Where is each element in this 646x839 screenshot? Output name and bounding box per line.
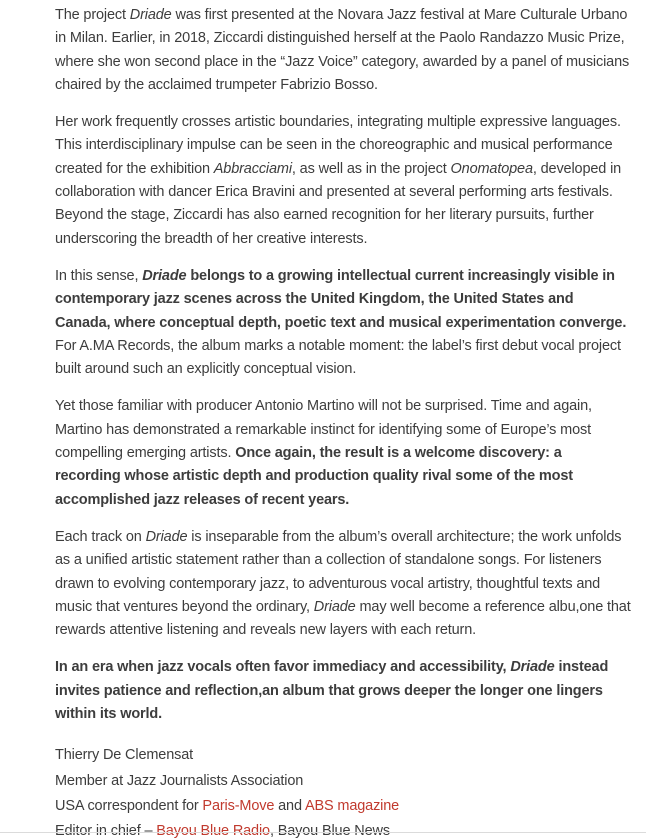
text-run: Thierry De Clemensat [55,747,194,764]
signature-line-4 [55,820,631,839]
text-run: Onomatopea [450,160,533,177]
text-run: Editor in chief – [55,823,157,839]
text-run: , Bayou Blue News [269,823,390,839]
section-divider [0,832,646,833]
text-run: , as well as in the project [291,160,451,177]
text-run: USA correspondent for [55,797,203,814]
text-run: The project [55,7,130,23]
link-paris-move[interactable]: Paris-Move [202,797,275,814]
text-run: , developed in collaboration with dancer Erica Bravini and presented at several performing arts festivals. Beyond the stage, Ziccardi has also earned recognition for her literary pursuits, further underscoring the breadth of her creative interests. [55,160,622,247]
text-run: belongs to a growing intellectual current increasingly visible in contemporary jazz scenes across the United Kingdom, the United States and Canada, where conceptual depth, poetic text and musical experimentation converge. [55,267,627,331]
text-run: Driade [142,267,187,284]
text-run: Each track on [55,528,146,545]
article-body [55,4,631,726]
text-run: Driade [510,659,555,676]
text-run: instead invites patience and reflection,an album that grows deeper the longer one lingers within its world. [55,659,609,723]
text-run: Yet those familiar with producer Antonio Martino will not be surprised. Time and again, Martino has demonstrated a remarkable instinct for identifying some of Europe’s most compelling emerging artists. [55,398,592,462]
signature-block [55,744,631,839]
text-run: Abbracciami [213,160,292,177]
text-run: Driade [145,528,188,545]
text-run: may well become a reference albu,one that rewards attentive listening and reveals new layers with each return. [55,598,631,639]
paragraph-4 [55,395,631,511]
text-run: and [274,797,305,814]
link-abs-magazine[interactable]: ABS magazine [304,797,400,814]
text-run: Once again, the result is a welcome discovery: a recording whose artistic depth and production quality rival some of the most accomplished jazz releases of recent years. [55,445,573,508]
text-run: Member at Jazz Journalists Association [55,772,304,789]
signature-line-3 [55,795,631,818]
text-run: is inseparable from the album’s overall architecture; the work unfolds as a unified artistic statement rather than a collection of standalone songs. For listeners drawn to evolving contemporary jazz, to adventurous vocal artistry, thoughtful texts and music that ventures beyond the ordinary, [55,528,622,615]
text-run: Driade [313,598,356,615]
text-run: For A.MA Records, the album marks a notable moment: the label’s first debut vocal project built around such an explicitly conceptual vision. [55,337,621,378]
text-run: In an era when jazz vocals often favor immediacy and accessibility, [55,659,511,676]
paragraph-3 [55,265,631,381]
text-run: In this sense, [55,267,143,284]
signature-line-1 [55,744,631,767]
signature-line-2 [55,770,631,793]
link-bayou-blue-radio[interactable]: Bayou Blue Radio [156,823,270,839]
text-run: Her work frequently crosses artistic boundaries, integrating multiple expressive languages. This interdisciplinary impulse can be seen in the choreographic and musical performance created for the exhibition [55,114,621,177]
text-run: was first presented at the Novara Jazz festival at Mare Culturale Urbano in Milan. Earlier, in 2018, Ziccardi distinguished herself at the Paolo Randazzo Music Prize, where she won second place in the “Jazz Voice” category, awarded by a panel of musicians chaired by the acclaimed trumpeter Fabrizio Bosso. [55,7,630,93]
paragraph-6 [55,656,631,726]
paragraph-1 [55,4,631,97]
text-run: Driade [129,7,172,23]
article [55,4,631,839]
paragraph-5 [55,526,631,642]
paragraph-2 [55,111,631,251]
